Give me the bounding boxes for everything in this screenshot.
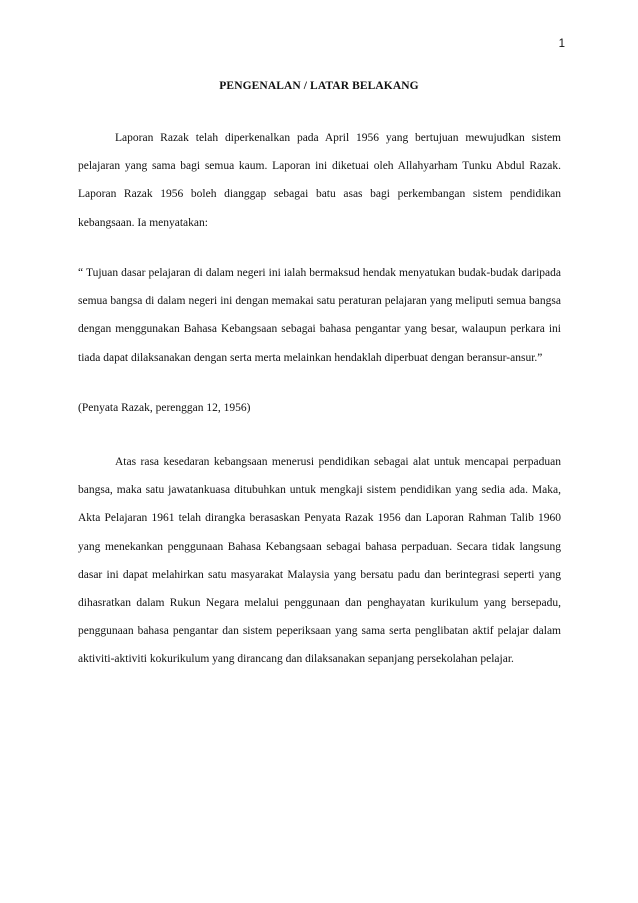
body-paragraph: Atas rasa kesedaran kebangsaan menerusi pendidikan sebagai alat untuk mencapai perpaduan bangsa, maka satu jawatankuasa ditubuhkan untuk mengkaji sistem pendidikan yang sedia ada. Maka, Akta Pelajaran 1961 telah dirangka berasaskan Penyata Razak 1956 dan Laporan Rahman Talib 1960 yang menekankan penggunaan Bahasa Kebangsaan sebagai bahasa perpaduan. Secara tidak langsung dasar ini dapat melahirkan satu masyarakat Malaysia yang bersatu padu dan berintegrasi seperti yang dihasratkan dalam Rukun Negara melalui penggunaan dan penghayatan kurikulum yang bersepadu, penggunaan bahasa pengantar dan sistem peperiksaan yang sama serta penglibatan aktif pelajar dalam aktiviti-aktiviti kokurikulum yang dirancang dan dilaksanakan sepanjang persekolahan pelajar. [78, 456, 561, 666]
citation-line: (Penyata Razak, perenggan 12, 1956) [78, 402, 251, 414]
quotation-paragraph: “ Tujuan dasar pelajaran di dalam negeri ini ialah bermaksud hendak menyatukan budak-budak daripada semua bangsa di dalam negeri ini dengan memakai satu peraturan pelajaran yang meliputi semua bangsa dengan menggunakan Bahasa Kebangsaan sebagai bahasa pengantar yang besar, walaupun perkara ini tiada dapat dilaksanakan dengan serta merta melainkan hendaklah diperbuat dengan beransur-ansur.” [78, 267, 561, 364]
page-number: 1 [558, 38, 565, 50]
section-title: PENGENALAN / LATAR BELAKANG [219, 80, 419, 92]
intro-paragraph: Laporan Razak telah diperkenalkan pada April 1956 yang bertujuan mewujudkan sistem pelajaran yang sama bagi semua kaum. Laporan ini diketuai oleh Allahyarham Tunku Abdul Razak. Laporan Razak 1956 boleh dianggap sebagai batu asas bagi perkembangan sistem pendidikan kebangsaan. Ia menyatakan: [78, 132, 561, 229]
